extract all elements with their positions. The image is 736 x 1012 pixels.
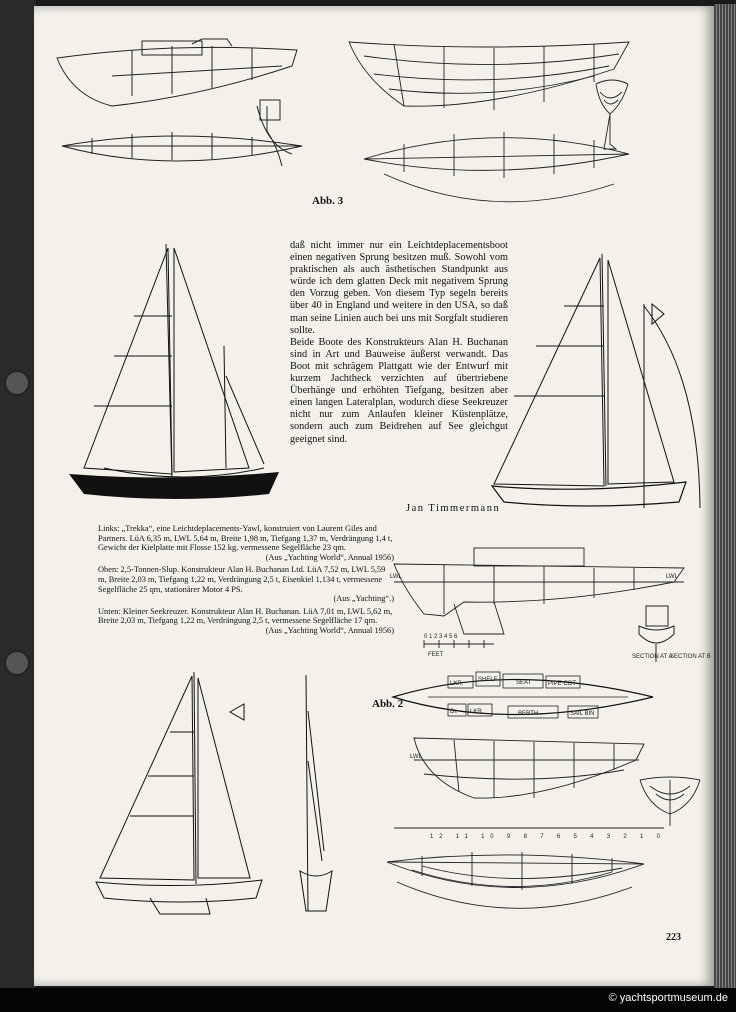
caption-left bbox=[98, 524, 394, 562]
page-number: 223 bbox=[666, 932, 681, 943]
plan-label-sail-bin: SAIL BIN bbox=[570, 711, 595, 717]
trekka-sail-plan bbox=[64, 236, 289, 506]
caption-bottom bbox=[98, 607, 394, 636]
binder-ring bbox=[4, 650, 30, 676]
plan-label-dr: Dr. bbox=[450, 709, 458, 715]
page-stack-edge bbox=[714, 4, 736, 988]
copyright-credit: © yachtsportmuseum.de bbox=[608, 992, 728, 1004]
section-a-label: SECTION AT A bbox=[632, 654, 673, 660]
plan-label-shelf: SHELF bbox=[478, 677, 498, 683]
caption-top-source: (Aus „Yachting“.) bbox=[333, 594, 394, 604]
lwl-label: LWL bbox=[666, 574, 678, 580]
sloop-profile-plan bbox=[384, 534, 711, 664]
watermark-bar bbox=[0, 988, 736, 1012]
station-numbers: 12 11 10 9 8 7 6 5 4 3 2 1 0 bbox=[430, 834, 660, 840]
trekka-lines-plan bbox=[344, 34, 634, 214]
feet-label: FEET bbox=[428, 652, 444, 658]
section-b-label: SECTION AT B bbox=[670, 654, 711, 660]
caption-top-text: Oben: 2,5-Tonnen-Slup. Konstrukteur Alan H. Buchanan Ltd. LüA 7,52 m, LWL 5,59 m, Breite 2,03 m, Tiefgang 1,22 m, Verdrängung 2,5 t, Eisenkiel 1,134 t, vermessene Segelfläche 25 qm, stationärer Motor 4 PS. bbox=[98, 565, 386, 594]
cruiser-mast-elevation bbox=[296, 671, 336, 926]
trekka-construction-plan bbox=[52, 36, 332, 216]
scale-label: 0 1 2 3 4 5 6 bbox=[424, 634, 458, 640]
caption-top bbox=[98, 565, 394, 603]
plan-label-lkr: LKR. bbox=[470, 709, 484, 715]
caption-bottom-source: (Aus „Yachting World“, Annual 1956) bbox=[265, 625, 394, 635]
sloop-half-breadth-plan bbox=[382, 842, 652, 922]
sloop-lines-plan bbox=[384, 730, 704, 845]
caption-left-text: Links: „Trekka“, eine Leichtdeplacements-Yawl, konstruiert von Laurent Giles and Partners. LüA 6,35 m, LWL 5,64 m, Breite 1,98 m, Tiefgang 1,37 m, Verdrängung 1,4 t, Gewicht der Kielplatte mit Flosse 152 kg, vermessene Segelfläche 23 qm. bbox=[98, 524, 393, 553]
plan-label-lkr: LKR. bbox=[450, 681, 464, 687]
article-paragraph: Beide Boote des Konstrukteurs Alan H. Buchanan sind in Art und Bauweise äußerst verwandt. Das Boot mit schrägem Plattgatt wie der Entwurf mit kurzem Jachtheck verzichten auf übertriebene Überhänge und erhöhten Tiefgang, besitzen aber einen langen Lateralplan, wodurch diese Seekreuzer nicht nur zum Anlaufen kleiner Küstenplätze, sondern auch zum Beidrehen auf See gleichgut geeignet sind. bbox=[290, 336, 508, 445]
binder-ring bbox=[4, 370, 30, 396]
cruiser-sail-plan bbox=[90, 666, 270, 921]
sloop-sail-plan bbox=[474, 246, 706, 511]
plan-label-pipe-cot: PIPE COT bbox=[548, 681, 577, 687]
figure-label-abb2: Abb. 2 bbox=[372, 698, 404, 710]
caption-left-source: (Aus „Yachting World“, Annual 1956) bbox=[265, 552, 394, 562]
figure-label-abb3: Abb. 3 bbox=[312, 195, 344, 207]
lwl-label: LWL bbox=[410, 754, 422, 760]
binder-strip bbox=[0, 0, 36, 990]
plan-label-seat: SEAT bbox=[516, 680, 532, 686]
plan-label-berth: BERTH bbox=[518, 711, 539, 717]
caption-bottom-text: Unten: Kleiner Seekreuzer. Konstrukteur Alan H. Buchanan. LüA 7,01 m, LWL 5,62 m, Breite 2,03 m, Tiefgang 1,22 m, Verdrängung 2,5 t, vermessene Segelfläche 17 qm. bbox=[98, 606, 393, 626]
accommodation-plan bbox=[388, 662, 658, 732]
magazine-page bbox=[34, 6, 714, 986]
lwl-label: LWL bbox=[390, 574, 402, 580]
article-paragraph: daß nicht immer nur ein Leichtdeplacementsboot einen negativen Sprung besitzen muß. Sowohl vom praktischen als auch ästhetischen Standpunkt aus würde ich dem glatten Deck mit negativem Sprung den Vorzug geben. Von diesem Typ segeln bereits über 40 in England und weitere in den USA, so daß man seine Linien auch bei uns mit Sorgfalt studieren sollte. bbox=[290, 240, 508, 336]
article-author: Jan Timmermann bbox=[406, 503, 501, 514]
figure-captions bbox=[98, 524, 394, 639]
